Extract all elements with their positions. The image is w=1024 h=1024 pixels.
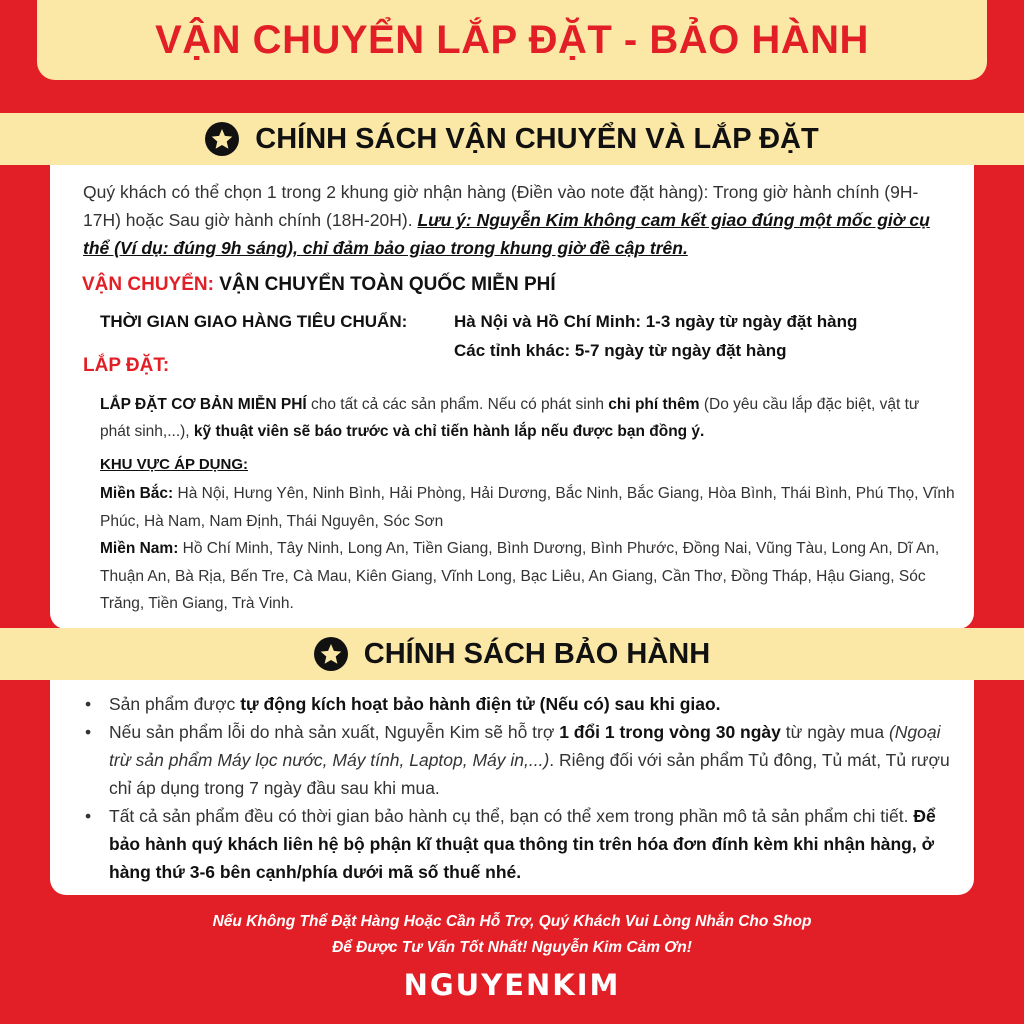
star-icon xyxy=(314,637,348,671)
bullet: • xyxy=(85,694,92,714)
north-label: Miền Bắc: xyxy=(100,485,174,502)
star-icon xyxy=(205,122,239,156)
delivery-time-intro xyxy=(83,178,943,262)
install-text-1: cho tất cả các sản phẩm. Nếu có phát sinh xyxy=(306,396,609,413)
north-list: Hà Nội, Hưng Yên, Ninh Bình, Hải Phòng, Hải Dương, Bắc Ninh, Bắc Giang, Hòa Bình, Thái Bình, Phú Thọ, Vĩnh Phúc, Hà Nam, Nam Định, Thái Nguyên, Sóc Sơn xyxy=(100,485,955,530)
intro-text: Quý khách có thể chọn 1 trong 2 khung giờ nhận hàng (Điền vào note đặt hàng): Trong giờ hành chính (9H-17H) hoặc Sau giờ hành chính (18H-20H). xyxy=(83,182,919,230)
bullet: • xyxy=(85,806,92,826)
shipping-label: VẬN CHUYỂN: xyxy=(82,274,214,295)
warranty-section-header xyxy=(0,628,1024,680)
warranty-b2-italic: (Ngoại trừ sản phẩm Máy lọc nước, Máy tính, Laptop, Máy in,...) xyxy=(109,722,941,770)
install-description xyxy=(100,391,950,445)
south-area xyxy=(100,535,955,618)
delivery-note: Lưu ý: Nguyễn Kim không cam kết giao đúng một mốc giờ cụ thể (Ví dụ: đúng 9h sáng), chỉ đảm bảo giao trong khung giờ đề cập trên. xyxy=(83,210,930,258)
list-item xyxy=(85,718,955,802)
warranty-b1-bold: tự động kích hoạt bảo hành điện tử (Nếu có) sau khi giao. xyxy=(240,694,721,714)
warranty-b2-text: Nếu sản phẩm lỗi do nhà sản xuất, Nguyễn Kim sẽ hỗ trợ xyxy=(109,722,560,742)
warranty-b2-text-2: từ ngày mua xyxy=(780,722,889,742)
list-item xyxy=(85,802,955,886)
warranty-b2-text-3: . Riêng đối với sản phẩm Tủ đông, Tủ mát, Tủ rượu chỉ áp dụng trong 7 ngày đầu sau khi mua. xyxy=(109,750,950,798)
shipping-value: VẬN CHUYỂN TOÀN QUỐC MIỄN PHÍ xyxy=(219,274,556,295)
shipping-section-header xyxy=(0,113,1024,165)
top-banner xyxy=(37,0,987,80)
warranty-section-title: CHÍNH SÁCH BẢO HÀNH xyxy=(363,637,711,670)
standard-time-hn-hcm: Hà Nội và Hồ Chí Minh: 1-3 ngày từ ngày đặt hàng xyxy=(454,312,858,331)
shipping-section-title: CHÍNH SÁCH VẬN CHUYỂN VÀ LẮP ĐẶT xyxy=(255,122,819,155)
warranty-b1-text: Sản phẩm được xyxy=(109,694,241,714)
banner-title: VẬN CHUYỂN LẮP ĐẶT - BẢO HÀNH xyxy=(155,17,869,62)
bullet: • xyxy=(85,722,92,742)
install-heading: LẮP ĐẶT: xyxy=(83,355,170,376)
warranty-b3-bold: Để bảo hành quý khách liên hệ bộ phận kĩ thuật qua thông tin trên hóa đơn đính kèm khi nhận hàng, ở hàng thứ 3-6 bên cạnh/phía dưới mã số thuế nhé. xyxy=(109,806,936,882)
footer-line-1: Nếu Không Thể Đặt Hàng Hoặc Cần Hỗ Trợ, Quý Khách Vui Lòng Nhắn Cho Shop xyxy=(212,913,812,930)
install-extra: chi phí thêm xyxy=(608,396,700,413)
list-item xyxy=(85,690,955,718)
install-text-2: (Do yêu cầu lắp đặc biệt, vật tư phát sinh,...), xyxy=(100,396,920,440)
warranty-b3-text: Tất cả sản phẩm đều có thời gian bảo hành cụ thể, bạn có thể xem trong phần mô tả sản phẩm chi tiết. xyxy=(109,806,914,826)
warranty-b2-bold: 1 đổi 1 trong vòng 30 ngày xyxy=(559,722,781,742)
south-label: Miền Nam: xyxy=(100,540,179,557)
footer-line-2: Để Được Tư Vấn Tốt Nhất! Nguyễn Kim Cảm Ơn! xyxy=(332,939,692,956)
area-heading: KHU VỰC ÁP DỤNG: xyxy=(100,456,249,473)
shipping-heading xyxy=(82,274,556,296)
south-list: Hồ Chí Minh, Tây Ninh, Long An, Tiền Giang, Bình Dương, Bình Phước, Đồng Nai, Vũng Tàu, Long An, Dĩ An, Thuận An, Bà Rịa, Bến Tre, Cà Mau, Kiên Giang, Vĩnh Long, Bạc Liêu, An Giang, Cần Thơ, Đồng Tháp, Hậu Giang, Sóc Trăng, Tiền Giang, Trà Vinh. xyxy=(100,540,940,612)
warranty-list xyxy=(85,690,955,886)
standard-time-label: THỜI GIAN GIAO HÀNG TIÊU CHUẨN: xyxy=(100,312,408,331)
install-tech: kỹ thuật viên sẽ báo trước và chỉ tiến hành lắp nếu được bạn đồng ý. xyxy=(193,423,705,440)
nguyenkim-logo: NGUYENKIM xyxy=(403,968,621,1002)
standard-time-other: Các tỉnh khác: 5-7 ngày từ ngày đặt hàng xyxy=(454,341,787,360)
install-free: LẮP ĐẶT CƠ BẢN MIỄN PHÍ xyxy=(100,396,307,413)
north-area xyxy=(100,480,955,535)
